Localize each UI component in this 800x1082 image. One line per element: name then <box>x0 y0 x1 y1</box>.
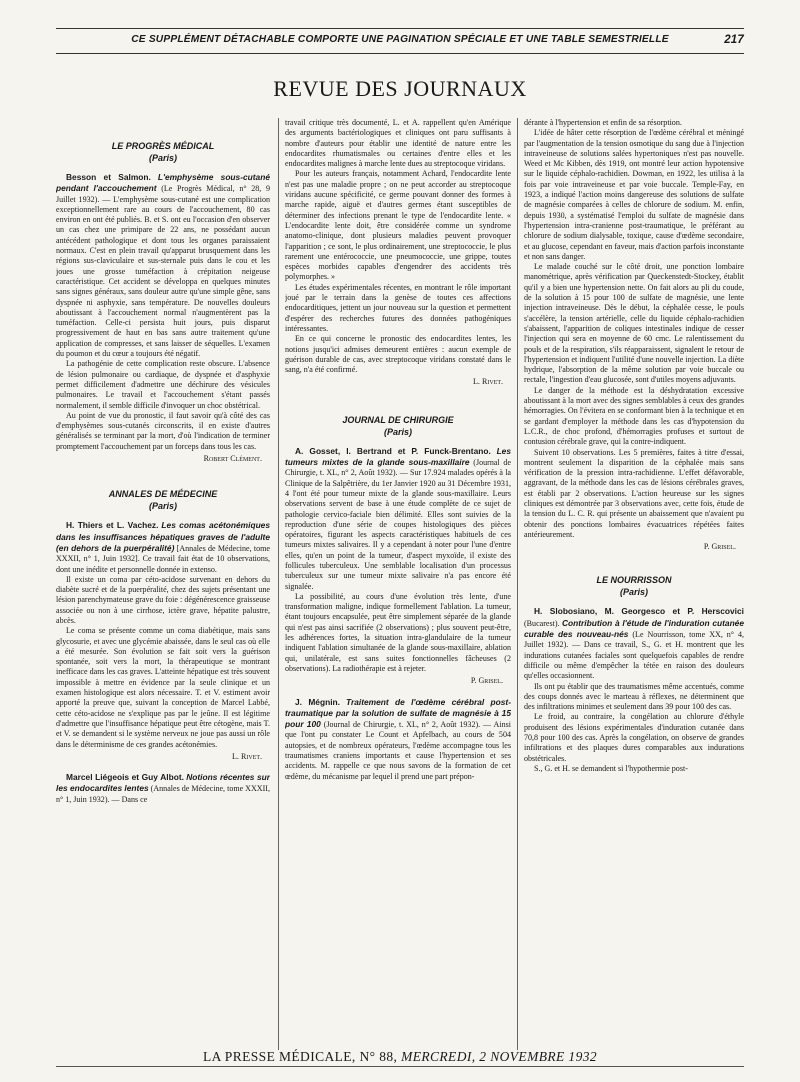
article-title: L'emphysème sous-cutané pendant l'accouchement <box>56 172 270 194</box>
article-signature: Robert Clément. <box>203 454 262 464</box>
article-text: (Annales de Médecine, tome XXXII, n° 1, Juin 1932). — Dans ce <box>56 784 270 804</box>
article-paragraph: Il existe un coma par céto-acidose survenant en dehors du diabète sucré et de la puerpéralité, chez des sujets présentant une lésion parenchymateuse grave du foie : dégénérescence graisseuse associée ou non à une cirrhose, ictère grave, hépatite palustre, abcès. <box>56 574 270 625</box>
article-paragraph: En ce qui concerne le pronostic des endocardites lentes, les notions jusqu'ici admises demeurent entières : aucun exemple de guérison durable de cas, avec streptocoque viridans constaté dans le sang, n'a été confirmé. <box>285 334 511 375</box>
journal-city: (Paris) <box>148 153 177 163</box>
article-paragraph: Au point de vue du pronostic, il faut savoir qu'à côté des cas d'emphysèmes sous-cutanés circonscrits, il en existe d'autres généralisés se terminant par la mort, d'où l'indication de terminer promptement l'accouchement par un forceps dans tous les cas. <box>56 410 270 451</box>
column-2 <box>285 118 511 1054</box>
journal-heading: JOURNAL DE CHIRURGIE <box>342 414 454 425</box>
article-authors: H. Slobosiano, M. Georgesco et P. Herscovici <box>534 606 744 617</box>
article-paragraph: Ils ont pu établir que des traumatismes même accentués, comme des coups donnés avec le marteau à réflexes, ne déterminent que des infiltrations minimes et seulement dans 39 pour 100 des cas. <box>524 681 744 712</box>
top-rule <box>56 28 744 29</box>
article-paragraph: Le froid, au contraire, la congélation au chlorure d'éthyle produisent des lésions expérimentales d'induration cutanée dans 70,8 pour 100 des cas. Après la congélation, on observe de grandes infiltrations et des plaques dures comparables aux indurations obstétricales. <box>524 712 744 763</box>
article-text: (Le Nourrisson, tome XX, n° 4, Juillet 1932). — Dans ce travail, S., G. et H. montrent que les indurations cutanées faciales sont quelquefois capables de rendre difficile ou même d'empêcher la tétée en raison des douleurs qu'elles occasionnent. <box>524 630 744 681</box>
article-paragraph: La pathogénie de cette complication reste obscure. L'absence de lésion pulmonaire ou cardiaque, de dyspnée et d'asphyxie permet difficilement d'admettre une déchirure des vésicules pulmonaires. Le travail et l'accouchement s'étant passés normalement, il semble difficile d'invoquer un choc obstétrical. <box>56 359 270 410</box>
article-authors: A. Gosset, I. Bertrand et P. Funck-Brentano. <box>295 445 491 456</box>
article <box>56 772 270 805</box>
article-paragraph: Les études expérimentales récentes, en montrant le rôle important joué par le terrain dans la genèse de toutes ces affections endocarditiques, jettent un jour nouveau sur la question et permettent d'espérer des recherches futures des données pathogéniques intéressantes. <box>285 282 511 333</box>
journal-heading: LE PROGRÈS MÉDICAL <box>111 141 215 151</box>
article-text: dérante à l'hypertension et enfin de sa résorption. <box>524 118 682 127</box>
column-3 <box>524 118 744 1054</box>
article <box>56 520 270 750</box>
column-rule <box>278 118 279 1050</box>
journal-city: (Paris) <box>619 587 648 598</box>
article <box>285 697 511 782</box>
article <box>524 606 744 774</box>
article-signature: P. Grisel. <box>470 676 503 686</box>
article-signature: L. Rivet. <box>473 377 503 387</box>
article-text: [Annales de Médecine, tome XXXII, n° 1, Juin 1932]. Ce travail fait état de 10 observations, dont une inédite et personnelle donnée in extenso. <box>56 543 270 574</box>
article-signature: L. Rivet. <box>232 751 262 761</box>
journal-heading: LE NOURRISSON <box>596 575 672 586</box>
article-paragraph: L'idée de hâter cette résorption de l'œdème cérébral et méningé par l'augmentation de la tension osmotique du sang due à l'injection intraveineuse de solutions salées hypertoniques n'est pas nouvelle. Weed et Mc Kibben, dès 1919, ont montré leur action hypotensive sur le liquide céphalo-rachidien. Dowman, en 1922, les utilisa à la fois par voie intraveineuse et par voie buccale. Temple-Fay, en 1923, a indiqué l'action moins dangereuse des solutions de sulfate de magnésie comparées à celles de chlorure de sodium. M. enfin, depuis 1930, a systématisé l'emploi du sulfate de magnésie dans l'hypertension intra-cranienne post-traumatique, le préférant au chlorure de sodium dialysable, toxique, cause d'œdème secondaire, et au glucose, cependant en faveur, mais d'action parfois inconstante et non sans danger. <box>524 128 744 261</box>
column-rule <box>517 118 518 1050</box>
article-title: Les comas acétonémiques dans les insuffisances hépatiques graves de l'adulte (en dehors de la puerpéralité) <box>56 520 270 553</box>
article-text: (Journal de Chirurgie, t. XL, n° 2, Août 1932). — Ainsi que l'ont pu constater Le Count et Apfelbach, au cours de 504 autopsies, et de nombreux opérateurs, l'œdème accompagne tous les traumatismes craniens importants et cause l'hypertension et ses accidents. M. rappelle ce que nous savons de la formation de cet œdème, du mécanisme par lequel il prend une part prépon- <box>285 720 511 781</box>
article-authors: J. Mégnin. <box>295 696 340 707</box>
article-title: Traitement de l'œdème cérébral post-traumatique par la solution de sulfate de magnésie à 15 pour 100 <box>285 696 511 730</box>
article-paragraph: La possibilité, au cours d'une évolution très lente, d'une transformation maligne, indique formellement l'ablation. La tumeur, étant toujours encapsulée, peut être simplement séparée de la glande qui n'est pas ainsi sacrifiée (2 observations) ; plus souvent peut-être, les adhérences fortes, la situation intra-glandulaire de la tumeur indiquent l'ablation simultanée de la glande sous-maxillaire, ablation qui, unilatérale, est sans suites fonctionnelles fâcheuses (2 observations). La radiothérapie est à rejeter. <box>285 591 511 673</box>
footer-date: MERCREDI, 2 NOVEMBRE 1932 <box>401 1049 598 1064</box>
column-1 <box>56 118 270 1054</box>
article-paragraph: Le coma se présente comme un coma diabétique, mais sans glycosurie, et avec une glycémie abaissée, dans le seul cas où elle a été mesurée. Son évolution se fait soit vers la guérison spontanée, soit vers la mort, la thérapeutique se montrant inefficace dans les cas graves. L'atteinte hépatique est très souvent impossible à mettre en évidence par la seule clinique et un examen histologique est alors nécessaire. T. et V. estiment avoir apporté la preuve que, suivant la conception de Marcel Labbé, cette céto-acidose ne s'explique pas par le jeûne. Il est légitime d'admettre que l'insuffisance hépatique peut être cétogène, mais T. et V. se demandent si le système nerveux ne joue pas aussi un rôle dans le déterminisme de ces grandes acétonémies. <box>56 626 270 749</box>
footer <box>0 1049 800 1065</box>
top-rule-lower <box>56 53 744 54</box>
article-paragraph: Le malade couché sur le côté droit, une ponction lombaire manométrique, après vérification par Queckenstedt-Stockey, établit qu'il y a bien une hypertension nette. On fait alors au pli du coude, de la solution à 15 pour 100 de sulfate de magnésie, une lente injection intraveineuse. Dès le début, la céphalée cesse, le pouls s'accélère, la tension artérielle, celle du liquide céphalo-rachidien s'abaissent, l'apparition de coliques intestinales indique de cesser l'injection qui sera en moyenne de 60 cmc. Le ralentissement du pouls et de la respiration, s'ils réapparaissent, signalent le retour de l'hypertension et indiquent l'utilité d'une nouvelle injection. La diète hydrique, l'absorption de la même solution par voie buccale ou rectale, l'ingestion d'eau glucosée, sont d'utiles moyens adjuvants. <box>524 262 744 385</box>
article-signature: P. Grisel. <box>703 542 736 552</box>
footer-rule <box>56 1066 744 1067</box>
page-number: 217 <box>724 34 744 46</box>
article-text: (Le Progrès Médical, n° 28, 9 Juillet 1932). — L'emphysème sous-cutané est une complication exceptionnellement rare au cours de l'accouchement, 80 cas environ en ont été publiés. B. et S. ont eu l'occasion d'en observer un cas chez une primipare de 22 ans, ne possédant aucun antécédent pathologique et dont tous les organes paraissaient normaux. C'est en plein travail qu'apparut brusquement dans les régions sus-claviculaire et sus-sternale puis dans le cou et les joues une grosse tuméfaction à crépitation neigeuse caractéristique. Cet accident se développa en quelques minutes sans signes généraux, sans douleur autre qu'une simple gêne, sans dyspnée ni asphyxie, sans température. De nouvelles douleurs aboutissant à l'accouchement normal n'augmentèrent pas la tuméfaction. Celle-ci persista huit jours, puis disparut progressivement de haut en bas sans autre traitement qu'une application de compresses, et sans laisser de séquelles. L'examen du poumon et du cœur a toujours été négatif. <box>56 184 270 359</box>
article <box>285 118 511 375</box>
article <box>524 118 744 540</box>
article-text: (Journal de Chirurgie, t. XL, n° 2, Août 1932). — Sur 17.924 malades opérés à la Clinique de la Salpêtrière, du 1er Janvier 1920 au 31 Décembre 1931, 4 l'ont été pour tumeur mixte de la glande sous-maxillaire. Leurs observations servent de base à une étude complète de ce sujet de pathologie cervico-faciale bien délimité. Elles sont suivies de la reproduction d'une série de coupes histologiques des pièces opératoires, figurant les aspects caractéristiques habituels de ces tumeurs mixtes salivaires. Il y a cependant à noter pour l'une d'entre elles, qu'en un point de la tumeur, d'aspect myxoïde, il existe des follicules tuberculeux. Une semblable localisation d'un processus tuberculeux sur une tumeur mixte salivaire n'a pas encore été signalée. <box>285 458 511 591</box>
running-head <box>56 34 744 50</box>
journal-city: (Paris) <box>148 501 177 512</box>
footer-journal: LA PRESSE MÉDICALE, N° 88, <box>202 1049 398 1064</box>
article-text: travail critique très documenté, L. et A. rappellent qu'en Amérique des arguments bactériologiques et cliniques ont paru suffisants à nombre d'auteurs pour établir une identité de nature entre les endocardites rhumatismales ou certaines d'entre elles et les endocardites malignes à marche lente dues au streptocoque viridans. <box>285 118 511 169</box>
article-paragraph: S., G. et H. se demandent si l'hypothermie post- <box>534 763 688 773</box>
article <box>56 172 270 452</box>
section-title: REVUE DES JOURNAUX <box>273 76 527 101</box>
article-paragraph: Le danger de la méthode est la déshydratation excessive aboutissant à la mort avec des signes semblables à ceux des grandes hémorragies. On l'évitera en se conformant bien à la technique et en se gardant d'employer la méthode dans les cas d'hypotension du L.C.R., de choc profond, d'hémorragies profuses et surtout de contusion cérébrale grave, qui la contre-indiquent. <box>524 385 744 447</box>
article-title: Les tumeurs mixtes de la glande sous-maxillaire <box>285 445 511 468</box>
article <box>285 446 511 675</box>
article-paragraph: Suivent 10 observations. Les 5 premières, faites à titre d'essai, montrent seulement la disparition de la céphalée mais sans vérification de la pression intra-rachidienne. L'effet défavorable, aggravant, de la méthode dans les cas de lésions cérébrales graves, est établi par 2 observations. L'action heureuse sur les signes cliniques est démontrée par 3 observations avec, cette fois, étude de la tension du L. C. R. qui présente un abaissement que n'avaient pu obtenir des ponctions lombaires évacuatrices répétées faites antérieurement. <box>524 447 744 539</box>
article-paragraph: Pour les auteurs français, notamment Achard, l'endocardite lente n'est pas une maladie propre ; on ne peut accorder au streptocoque viridans aucune spécificité, ce germe pouvant donner des formes à marche rapide, aiguë et d'autres germes étant susceptibles de déterminer des infections prenant le type de l'endocardite lente. « L'endocardite lente doit, être considérée comme un syndrome anatomo-clinique, dont plusieurs maladies peuvent provoquer l'apparition ; ce sont, le plus ordinairement, une streptococcie, le plus rarement une entérococcie, une pneumococcie, une grippe, toutes espèces morbides capables d'engendrer des accidents très polymorphes. » <box>285 169 511 282</box>
journal-heading: ANNALES DE MÉDECINE <box>108 489 218 500</box>
article-authors: Besson et Salmon. <box>66 172 151 182</box>
running-head-text: CE SUPPLÉMENT DÉTACHABLE COMPORTE UNE PAGINATION SPÉCIALE ET UNE TABLE SEMESTRIELLE <box>131 34 669 45</box>
article-title: Contribution à l'étude de l'induration cutanée curable des nouveau-nés <box>524 617 744 640</box>
journal-city: (Paris) <box>383 426 412 437</box>
article-authors: H. Thiers et L. Vachez. <box>66 520 159 531</box>
article-title: Notions récentes sur les endocardites lentes <box>56 772 270 794</box>
article-authors: Marcel Liégeois et Guy Albot. <box>66 772 184 783</box>
article-place: (Bucarest). <box>524 618 560 628</box>
